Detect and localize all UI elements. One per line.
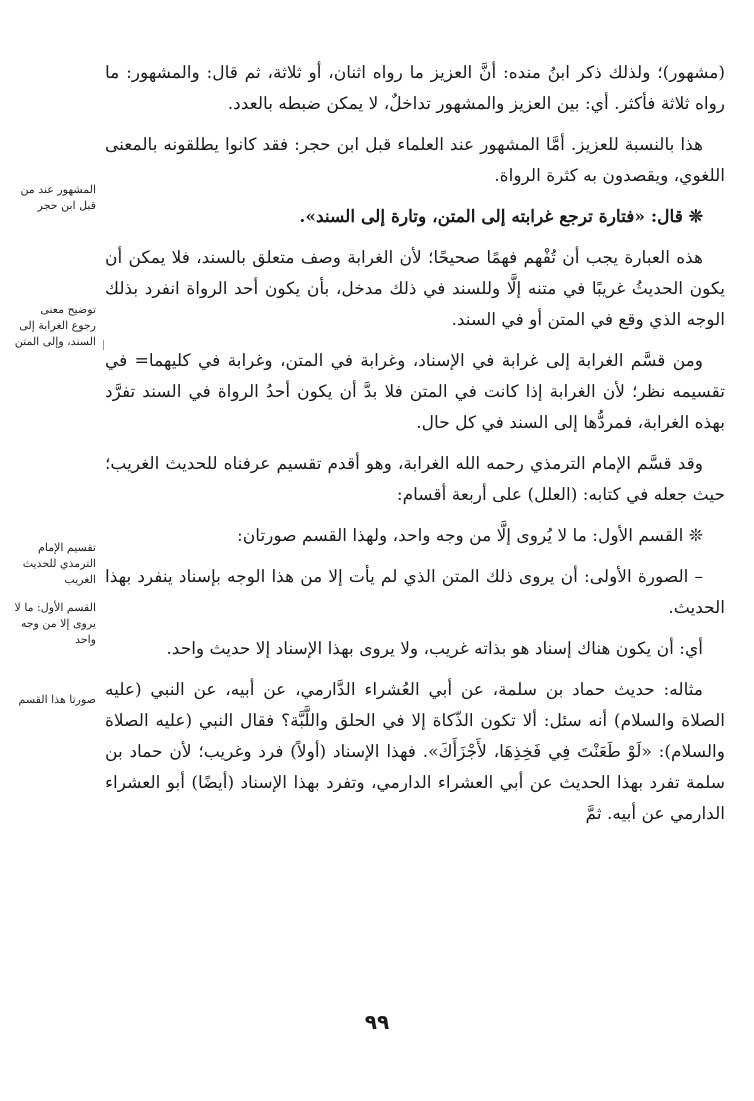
- paragraph-1: (مشهور)؛ ولذلك ذكر ابنُ منده: أنَّ العزيز ما رواه اثنان، أو ثلاثة، ثم قال: والمشهور: ما رواه ثلاثة فأكثر. أي: بين العزيز والمشهور تداخلٌ، لا يمكن ضبطه بالعدد.: [105, 63, 725, 114]
- margin-note-4: القسم الأول: ما لا يروى إلا من وجه واحد: [14, 601, 96, 646]
- paragraph-7: ❊ القسم الأول: ما لا يُروى إلَّا من وجه واحد، ولهذا القسم صورتان:: [237, 526, 703, 546]
- paragraph-6: وقد قسَّم الإمام الترمذي رحمه الله الغرابة، وهو أقدم تقسيم عرفناه للحديث الغريب؛ حيث جعله في كتابه: (العلل) على أربعة أقسام:: [105, 454, 725, 505]
- margin-note-2: توضيح معنى رجوع الغرابة إلى السند، وإلى المتن: [14, 303, 96, 348]
- margin-tick-mark: [103, 340, 104, 350]
- paragraph-5: ومن قسَّم الغرابة إلى غرابة في الإسناد، وغرابة في المتن، وغرابة في كليهما= في تقسيمه نظر؛ لأن الغرابة إذا كانت في المتن فلا بدَّ أن يكون أحدُ الرواة في السند تفرَّد بهذه الغرابة، فمردُّها إلى السند في كل حال.: [105, 351, 725, 433]
- margin-note-3: تقسيم الإمام الترمذي للحديث الغريب: [22, 541, 96, 586]
- paragraph-4: هذه العبارة يجب أن تُفْهم فهمًا صحيحًا؛ لأن الغرابة وصف متعلق بالسند، فلا يمكن أن يكون الحديثُ غريبًا في متنه إلَّا وللسند في ذلك مدخل، بأن يكون أحد الرواة انفرد بذلك الوجه الذي وقع في المتن أو في السند.: [105, 248, 725, 330]
- page-number: ٩٩: [364, 1010, 390, 1034]
- margin-note-5: صورتا هذا القسم: [18, 693, 96, 706]
- margin-note-1: المشهور عند من قبل ابن حجر: [20, 183, 96, 212]
- paragraph-8: – الصورة الأولى: أن يروى ذلك المتن الذي لم يأت إلا من هذا الوجه بإسناد ينفرد بهذا الحديث.: [105, 567, 725, 618]
- paragraph-3-quote: ❊ قال: «فتارة ترجع غرابته إلى المتن، وتارة إلى السند».: [299, 207, 703, 227]
- paragraph-10: مثاله: حديث حماد بن سلمة، عن أبي العُشراء الدَّارمي، عن أبيه، عن النبي (عليه الصلاة والسلام) أنه سئل: ألا تكون الذّكاة إلا في الحلق واللَّبَّة؟ فقال النبي (عليه الصلاة والسلام): «لَوْ طَعَنْتَ فِي فَخِذِهَا، لأَجْزَأَكَ». فهذا الإسناد (أولاً) فرد وغريب؛ لأن حماد بن سلمة تفرد بهذا الحديث عن أبي العشراء الدارمي، وتفرد بهذا الإسناد (أيضًا) أبو العشراء الدارمي عن أبيه. ثمَّ: [105, 680, 725, 824]
- paragraph-2: هذا بالنسبة للعزيز. أمَّا المشهور عند العلماء قبل ابن حجر: فقد كانوا يطلقونه بالمعنى اللغوي، ويقصدون به كثرة الرواة.: [105, 135, 725, 186]
- paragraph-9: أي: أن يكون هناك إسناد هو بذاته غريب، ولا يروى بهذا الإسناد إلا حديث واحد.: [166, 639, 703, 659]
- main-text: [105, 58, 725, 840]
